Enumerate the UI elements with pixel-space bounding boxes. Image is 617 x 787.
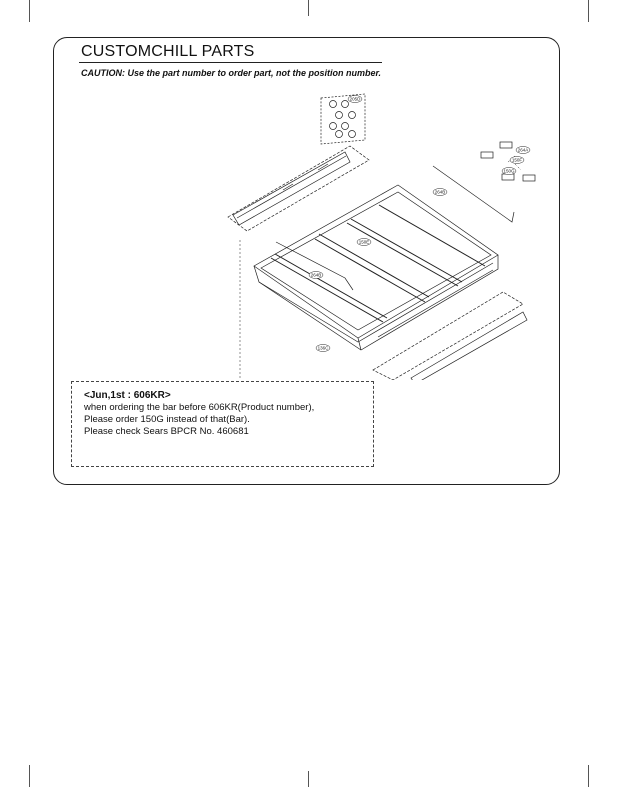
left-cover-drawing bbox=[228, 146, 369, 231]
crop-mark bbox=[588, 0, 589, 22]
callout-150E: 150E bbox=[358, 239, 370, 245]
title-underline bbox=[79, 62, 382, 63]
note-heading: <Jun,1st : 606KR> bbox=[84, 390, 171, 401]
callout-264A: 264A bbox=[517, 147, 529, 153]
page-title: CUSTOMCHILL PARTS bbox=[81, 43, 255, 60]
tray-drawing bbox=[254, 185, 498, 350]
ordering-note bbox=[71, 381, 374, 467]
crop-mark bbox=[29, 765, 30, 787]
crop-mark bbox=[29, 0, 30, 22]
note-line: when ordering the bar before 606KR(Product number), bbox=[84, 402, 315, 413]
note-line: Please check Sears BPCR No. 460681 bbox=[84, 426, 249, 437]
callout-150F: 150F bbox=[511, 157, 523, 163]
front-rail-drawing bbox=[373, 270, 527, 380]
caution-text: CAUTION: Use the part number to order part, not the position number. bbox=[81, 68, 382, 78]
divider-bars-drawing bbox=[271, 205, 485, 322]
callout-264B-rod: 264B bbox=[434, 189, 446, 195]
callout-264B-left: 264B bbox=[310, 272, 322, 278]
crop-mark bbox=[588, 765, 589, 787]
callout-205D: 205D bbox=[349, 96, 361, 102]
exploded-parts-diagram bbox=[53, 80, 560, 380]
callout-150G: 150G bbox=[503, 168, 515, 174]
note-line: Please order 150G instead of that(Bar). bbox=[84, 414, 250, 425]
crop-mark bbox=[308, 771, 309, 787]
crop-mark bbox=[308, 0, 309, 16]
callout-136C: 136C bbox=[317, 345, 329, 351]
